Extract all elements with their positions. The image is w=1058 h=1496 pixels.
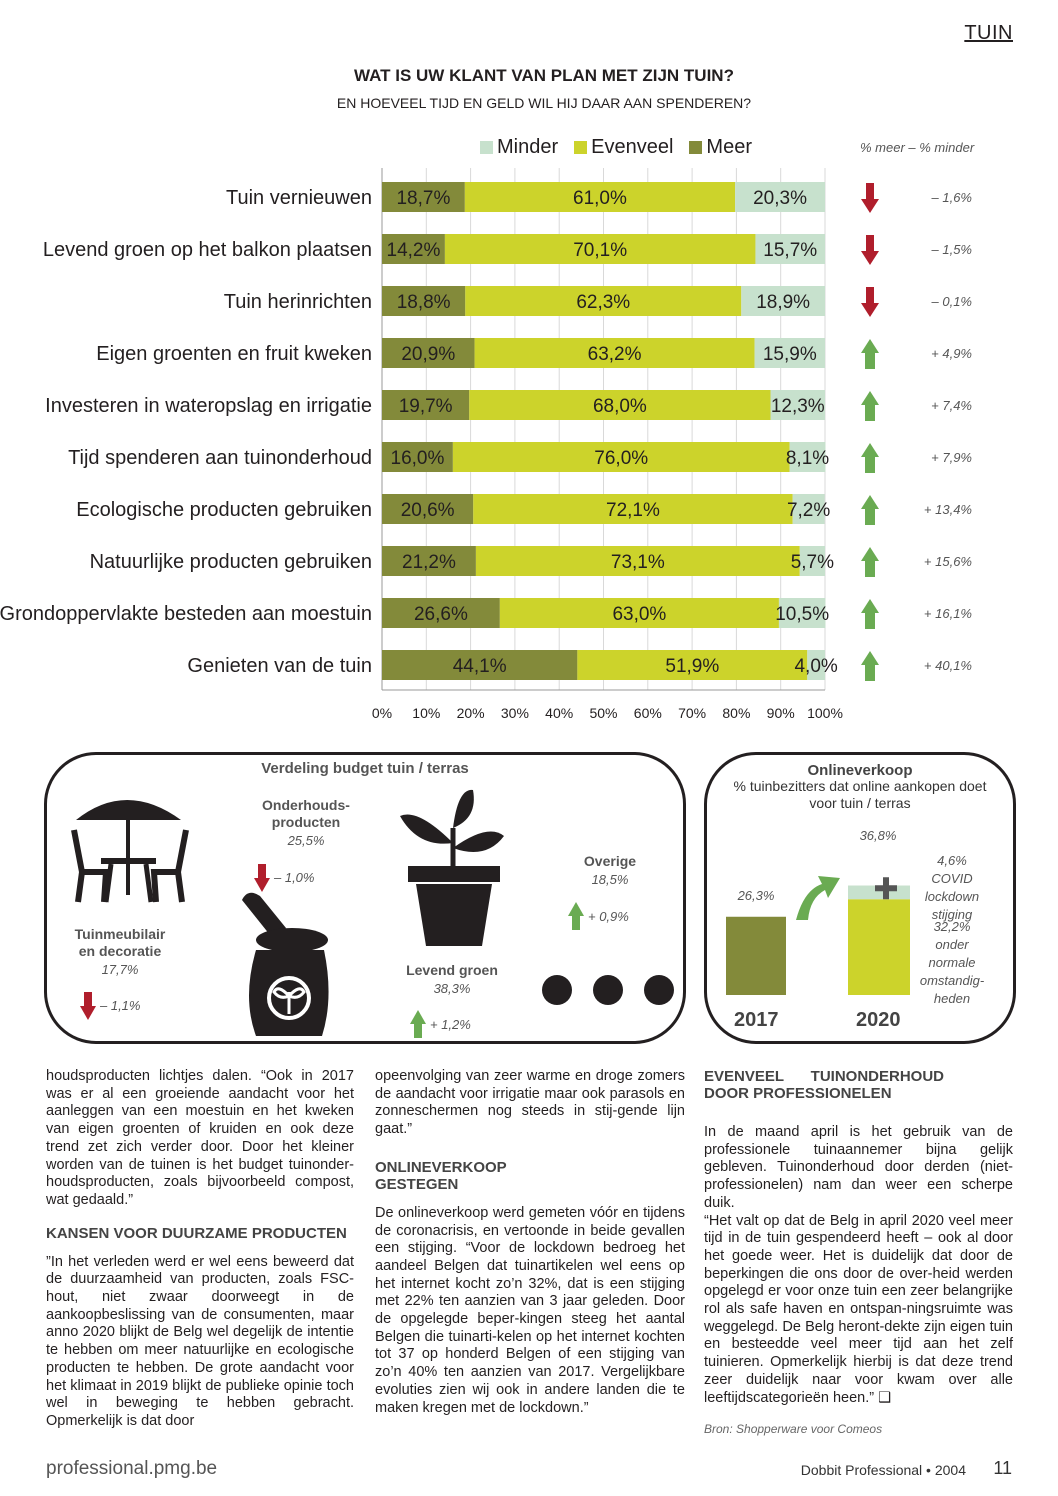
arrow-up-icon [410,1010,426,1038]
x-tick-label: 80% [722,705,751,721]
data-label-minder: 8,1% [785,448,830,469]
data-label-minder: 7,2% [786,500,831,521]
x-tick-label: 100% [807,705,843,721]
category-label: Tijd spenderen aan tuinonderhoud [68,447,372,469]
patio-furniture-icon [66,790,196,910]
stacked-bar-chart [0,160,1058,730]
arrow-up-icon [861,547,879,561]
category-label: Ecologische producten gebruiken [76,499,372,521]
data-label-evenveel: 72,1% [606,500,660,521]
arrow-up-icon [568,902,584,930]
category-label: Eigen groenten en fruit kweken [96,343,372,365]
online-covid-label: 4,6% COVID lockdown stijging [924,853,980,922]
difference-label: + 40,1% [923,658,972,673]
category-label: Tuin herinrichten [223,291,372,313]
legend-item-meer [689,136,752,159]
footer-website-link[interactable]: professional.pmg.be [46,1458,218,1479]
x-tick-label: 70% [678,705,707,721]
difference-label: + 15,6% [923,554,972,569]
budget-label-furniture: Tuinmeubilair en decoratie [74,926,166,959]
difference-label: – 0,1% [931,294,972,309]
legend-label-meer: Meer [706,136,752,158]
x-tick-label: 0% [371,705,393,721]
data-label-meer: 18,8% [396,292,451,313]
online-normal-label: 32,2% onder normale omstandig-heden [919,919,985,1006]
arrow-up-icon [865,351,875,369]
fertilizer-bag-icon [234,888,334,1040]
arrow-up-icon [865,507,875,525]
data-label-evenveel: 73,1% [610,552,665,573]
budget-value-furniture: 17,7% [101,962,139,977]
x-tick-label: 90% [766,705,795,721]
data-label-minder: 15,7% [763,240,818,261]
arrow-down-icon [866,235,874,253]
page-title: WAT IS UW KLANT VAN PLAN MET ZIJN TUIN? [354,66,734,85]
difference-label: + 7,9% [931,450,972,465]
difference-label: – 1,5% [931,242,972,257]
arrow-down-icon [866,287,874,305]
article-column-3 [704,1068,1013,1439]
article-column-2 [375,1068,685,1417]
x-tick-label: 30% [500,705,529,721]
difference-label: + 4,9% [931,346,972,361]
data-label-evenveel: 51,9% [665,656,720,677]
three-dots-icon [540,973,676,1007]
arrow-up-icon [861,443,879,457]
footer-magazine: Dobbit Professional • 2004 [800,1462,966,1478]
category-label: Levend groen op het balkon plaatsen [42,239,372,261]
data-label-minder: 15,9% [762,344,817,365]
arrow-up-icon [865,455,875,473]
difference-label: + 7,4% [931,398,972,413]
data-label-minder: 20,3% [753,188,807,209]
section-tag: TUIN [964,22,1013,44]
data-label-minder: 10,5% [775,604,830,625]
category-label: Genieten van de tuin [187,655,372,677]
budget-value-maintenance: 25,5% [287,833,325,848]
difference-label: – 1,6% [931,190,972,205]
arrow-down-icon [861,303,879,317]
data-label-meer: 16,0% [390,448,445,469]
article-paragraph: opeenvolging van zeer warme en droge zomers de aandacht voor irrigatie maar ook parasols en zonneschermen nog steeds in stij-gende lijn gaat.” [375,1068,685,1138]
legend-label-minder: Minder [497,136,559,158]
article-column-1 [46,1068,354,1431]
online-label-2020: 36,8% [859,828,897,843]
article-heading: ONLINEVERKOOP GESTEGEN [375,1158,507,1193]
data-label-meer: 26,6% [413,604,468,625]
budget-title: Verdeling budget tuin / terras [261,760,469,777]
budget-change-maintenance: – 1,0% [274,870,315,885]
x-tick-label: 40% [545,705,574,721]
x-tick-label: 50% [589,705,618,721]
data-label-meer: 14,2% [386,240,441,261]
arrow-down-icon [861,199,879,213]
article-paragraph: houdsproducten lichtjes dalen. “Ook in 2017 was er al een groeiende aandacht voor het aanleggen van een moestuin en het kweken van eigen groenten of kruiden en ook deze trend zet zich verder door. Door het kleiner worden van de tuinen is het budget tuinonder-houdsproducten, zoals bijvoorbeeld compost, wat gedaald.” [46,1068,354,1208]
data-label-evenveel: 62,3% [576,292,631,313]
data-label-minder: 18,9% [756,292,811,313]
data-label-minder: 12,3% [770,396,825,417]
budget-label-other: Overige [583,853,637,869]
arrow-up-icon [865,559,875,577]
online-year-2017: 2017 [734,1009,779,1031]
article-source: Bron: Shopperware voor Comeos [704,1422,883,1437]
data-label-evenveel: 63,0% [612,604,667,625]
category-label: Natuurlijke producten gebruiken [89,551,372,573]
arrow-down-icon [866,183,874,201]
data-label-meer: 44,1% [452,656,507,677]
article-paragraph: ”In het verleden werd er wel eens beweerd dat de duurzaamheid van producten, zoals FSC-hout, niet zwaar doorweegt in de aankoopbeslissing van de consumenten, maar anno 2020 blijkt de Belg wel degelijk de intentie te hebben om meer natuurlijke en ecologische producten te hebben. De grote aandacht voor het klimaat in 2019 blijkt de publieke opinie toch wel in beweging te hebben gebracht. Opmerkelijk is dat door [46,1253,354,1429]
data-label-meer: 18,7% [396,188,451,209]
legend-item-minder [480,136,558,159]
category-label: Grondoppervlakte besteden aan moestuin [0,603,372,625]
legend-swatch-meer [689,141,702,154]
legend-swatch-evenveel [574,141,587,154]
budget-label-green: Levend groen [406,962,498,978]
article-paragraph: In de maand april is het gebruik van de professionele tuinaannemer bijna gelijk gebleven. Tuinonderhoud door derden (niet-professionelen) nam dan weer een scherpe duik. [704,1124,1013,1211]
x-tick-label: 60% [633,705,662,721]
difference-label: + 16,1% [923,606,972,621]
arrow-up-icon [861,599,879,613]
data-label-evenveel: 61,0% [573,188,627,209]
budget-value-other: 18,5% [591,872,629,887]
bar-2020-normal [848,899,910,995]
data-label-evenveel: 70,1% [573,240,628,261]
difference-header: % meer – % minder [860,140,975,155]
budget-change-green: + 1,2% [430,1017,471,1032]
arrow-up-icon [861,651,879,665]
article-paragraph: “Het valt op dat de Belg in april 2020 veel meer tijd in de tuin gespendeerd heeft – ook al door het goede weer. Het is duidelijk dat door de beperkingen die ons door de over-heid werden opgelegd er voor onze tuin een zeer belangrijke rol als safe haven en ontspan-ningsruimte was weggelegd. De Belg heront-dekte zijn eigen tuin en besteedde veel meer tijd aan het zelf tuinieren. Opmerkelijk hierbij is dat deze trend zeer duidelijk naar voor kwam over alle leeftijdscategorieën heen.” ❑ [704,1212,1013,1406]
legend-item-evenveel [574,136,673,159]
budget-change-other: + 0,9% [588,909,629,924]
arrow-up-icon [861,391,879,405]
bar-2017 [726,917,786,995]
data-label-minder: 4,0% [794,656,838,677]
x-tick-label: 10% [412,705,441,721]
data-label-meer: 21,2% [402,552,456,573]
arrow-up-icon [865,611,875,629]
article-heading: EVENVEEL TUINONDERHOUD DOOR PROFESSIONELEN [704,1068,944,1102]
data-label-evenveel: 68,0% [592,396,647,417]
article-paragraph: De onlineverkoop werd gemeten vóór en tijdens de coronacrisis, en vertoonde in beide gevallen een stijging. “Voor de lockdown bedroeg het aandeel Belgen dat tuinartikelen wel eens op het internet kocht zo’n 32%, dat is een stijging met 22% ten aanzien van 3 jaar geleden. Door de opgelegde beper-kingen steeg het aantal Belgen die tuinarti-kelen op het internet kochten tot 37 op honderd Belgen of een stijging van zo’n 40% ten aanzien van 2017. Vergelijkbare evoluties zien wij ook in andere landen die te maken kregen met de lockdown.” [375,1204,685,1416]
potted-plant-icon [398,788,508,948]
legend-label-evenveel: Evenveel [591,136,674,158]
category-label: Tuin vernieuwen [225,187,372,209]
arrow-up-icon [865,663,875,681]
growth-arrow-icon [796,876,840,920]
data-label-meer: 20,6% [400,500,455,521]
data-label-evenveel: 63,2% [587,344,642,365]
arrow-down-icon [80,992,96,1020]
data-label-minder: 5,7% [790,552,835,573]
online-title: Onlineverkoop [807,762,913,779]
online-year-2020: 2020 [856,1009,901,1031]
legend-swatch-minder [480,141,493,154]
budget-change-furniture: – 1,1% [100,998,141,1013]
data-label-evenveel: 76,0% [594,448,649,469]
online-subtitle: % tuinbezitters dat online aankopen doet voor tuin / terras [733,778,987,811]
arrow-up-icon [861,495,879,509]
difference-label: + 13,4% [923,502,972,517]
budget-value-green: 38,3% [433,981,471,996]
category-label: Investeren in wateropslag en irrigatie [45,395,372,417]
online-label-2017: 26,3% [737,888,775,903]
data-label-meer: 19,7% [398,396,453,417]
chart-legend [480,136,752,159]
arrow-up-icon [861,339,879,353]
budget-label-maintenance: Onderhouds- producten [262,797,350,830]
x-tick-label: 20% [456,705,485,721]
page-number: 11 [993,1458,1012,1478]
arrow-down-icon [861,251,879,265]
page-subtitle: EN HOEVEEL TIJD EN GELD WIL HIJ DAAR AAN SPENDEREN? [336,95,752,111]
article-heading: KANSEN VOOR DUURZAME PRODUCTEN [46,1224,347,1242]
data-label-meer: 20,9% [401,344,456,365]
arrow-up-icon [865,403,875,421]
